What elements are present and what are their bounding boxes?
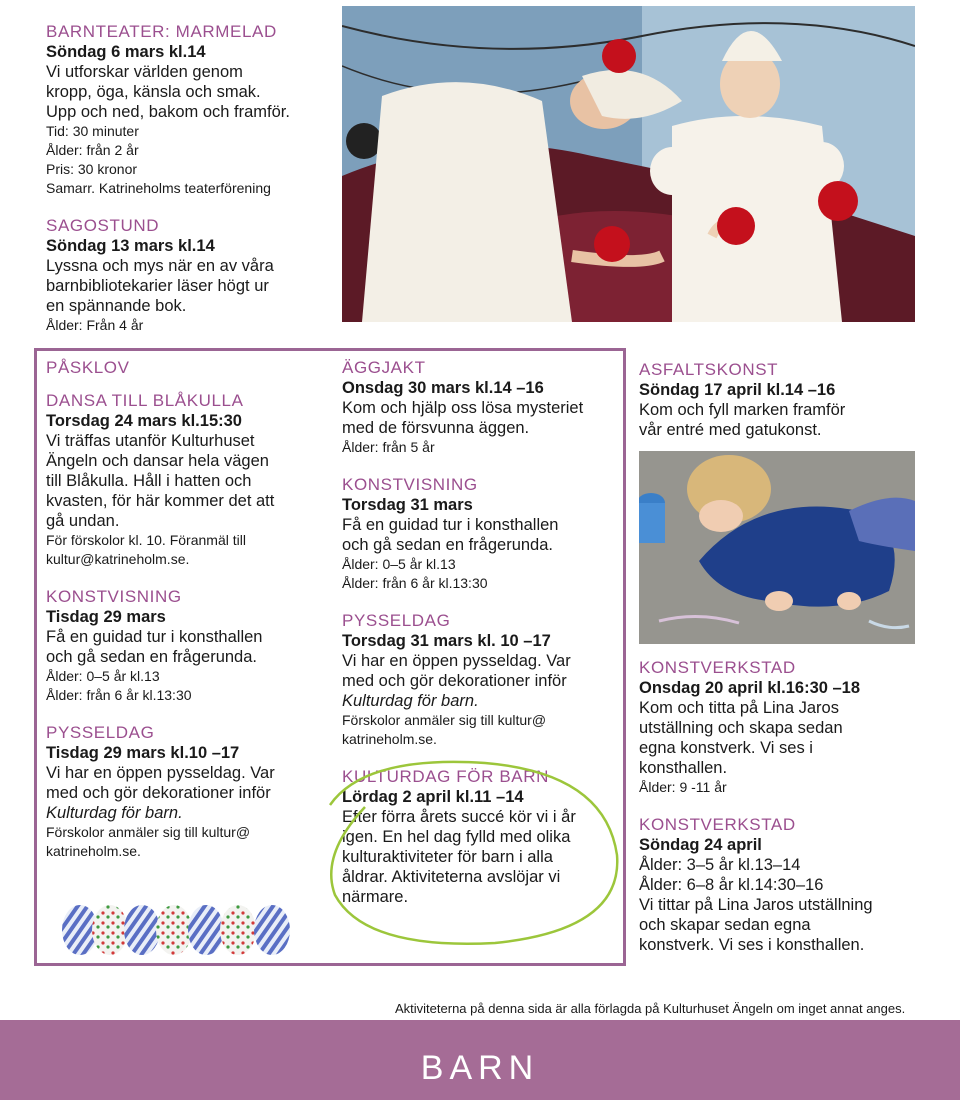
green-circle-highlight — [305, 745, 635, 955]
event-desc-line: gå undan. — [46, 512, 120, 530]
event-desc-line: utställning och skapa sedan — [639, 719, 843, 737]
event-title: KULTURDAG FÖR BARN — [342, 767, 549, 786]
event-pysseldag-torsdag — [342, 611, 622, 749]
event-desc-line: Lyssna och mys när en av våra — [46, 257, 274, 275]
event-date: Torsdag 31 mars kl. 10 –17 — [342, 632, 551, 650]
event-detail-line: Ålder: 0–5 år kl.13 — [46, 668, 160, 684]
event-detail-line: kultur@katrineholm.se. — [46, 551, 190, 567]
right-column — [639, 360, 919, 955]
event-desc-line: och skapar sedan egna — [639, 916, 811, 934]
event-desc-line: kvasten, för här kommer det att — [46, 492, 275, 510]
event-date: Tisdag 29 mars kl.10 –17 — [46, 744, 240, 762]
event-desc-line: och gå sedan en frågerunda. — [342, 536, 553, 554]
event-desc-line: Ålder: 6–8 år kl.14:30–16 — [639, 876, 824, 894]
event-desc-line: Vi har en öppen pysseldag. Var — [342, 652, 571, 670]
event-desc-line: Ängeln och dansar hela vägen — [46, 452, 269, 470]
section-title-easter: PÅSKLOV — [46, 358, 130, 377]
event-detail-line: katrineholm.se. — [342, 731, 437, 747]
event-title: PYSSELDAG — [342, 611, 451, 630]
event-desc-line: igen. En hel dag fylld med olika — [342, 828, 571, 846]
event-desc-line: Kulturdag för barn. — [46, 804, 183, 822]
event-detail-line: Ålder: från 5 år — [342, 439, 435, 455]
event-konstvisning-torsdag — [342, 475, 622, 593]
event-konstverkstad-onsdag — [639, 658, 919, 797]
event-desc-line: Efter förra årets succé kör vi i år — [342, 808, 576, 826]
event-desc-line: Vi har en öppen pysseldag. Var — [46, 764, 275, 782]
event-date: Onsdag 20 april kl.16:30 –18 — [639, 679, 861, 697]
event-desc-line: kulturaktiviteter för barn i alla — [342, 848, 553, 866]
event-detail-line: Samarr. Katrineholms teaterförening — [46, 180, 271, 196]
event-date: Torsdag 24 mars kl.15:30 — [46, 412, 242, 430]
theater-photo-illustration — [342, 6, 915, 322]
event-title: KONSTVISNING — [342, 475, 478, 494]
event-desc-line: till Blåkulla. Håll i hatten och — [46, 472, 252, 490]
footer-note: Aktiviteterna på denna sida är alla förlagda på Kulturhuset Ängeln om inget annat anges. — [395, 1001, 906, 1016]
event-barnteater — [46, 22, 336, 198]
event-desc-line: Få en guidad tur i konsthallen — [342, 516, 559, 534]
event-aggjakt — [342, 358, 622, 457]
event-desc-line: Kom och titta på Lina Jaros — [639, 699, 839, 717]
event-desc-line: kropp, öga, känsla och smak. — [46, 83, 261, 101]
event-detail-line: Ålder: 0–5 år kl.13 — [342, 556, 456, 572]
event-desc-line: med och gör dekorationer inför — [342, 672, 567, 690]
event-date: Söndag 24 april — [639, 836, 762, 854]
event-detail-line: Ålder: Från 4 år — [46, 317, 144, 333]
event-desc-line: åldrar. Aktiviteterna avslöjar vi — [342, 868, 561, 886]
event-desc-line: Ålder: 3–5 år kl.13–14 — [639, 856, 801, 874]
event-date: Söndag 6 mars kl.14 — [46, 43, 206, 61]
event-date: Söndag 13 mars kl.14 — [46, 237, 215, 255]
event-desc-line: Få en guidad tur i konsthallen — [46, 628, 263, 646]
theater-photo — [342, 6, 915, 322]
event-title: BARNTEATER: MARMELAD — [46, 22, 277, 41]
event-konstvisning-tisdag — [46, 587, 331, 705]
event-title: KONSTVERKSTAD — [639, 815, 796, 834]
event-detail-line: Pris: 30 kronor — [46, 161, 138, 177]
event-title: KONSTVERKSTAD — [639, 658, 796, 677]
event-desc-line: konstverk. Vi ses i konsthallen. — [639, 936, 865, 954]
easter-eggs-illustration — [60, 900, 300, 960]
event-detail-line: Förskolor anmäler sig till kultur@ — [46, 824, 251, 840]
event-sagostund — [46, 216, 336, 335]
event-date: Söndag 17 april kl.14 –16 — [639, 381, 836, 399]
left-top-events — [46, 22, 336, 335]
event-asfaltskonst — [639, 360, 919, 440]
event-date: Lördag 2 april kl.11 –14 — [342, 788, 524, 806]
section-label: BARN — [420, 1049, 540, 1087]
event-desc-line: barnbibliotekarier läser högt ur — [46, 277, 269, 295]
event-title: KONSTVISNING — [46, 587, 182, 606]
event-desc-line: med de försvunna äggen. — [342, 419, 530, 437]
event-detail-line: Tid: 30 minuter — [46, 123, 139, 139]
event-detail-line: För förskolor kl. 10. Föranmäl till — [46, 532, 246, 548]
event-detail-line: Ålder: 9 -11 år — [639, 779, 727, 795]
event-desc-line: Upp och ned, bakom och framför. — [46, 103, 290, 121]
event-desc-line: Vi träffas utanför Kulturhuset — [46, 432, 255, 450]
event-title: SAGOSTUND — [46, 216, 160, 235]
event-title: PYSSELDAG — [46, 723, 155, 742]
event-detail-line: Ålder: från 6 år kl.13:30 — [342, 575, 488, 591]
event-konstverkstad-sondag — [639, 815, 919, 955]
event-desc-line: Vi tittar på Lina Jaros utställning — [639, 896, 873, 914]
event-detail-line: Ålder: från 6 år kl.13:30 — [46, 687, 192, 703]
chalk-child-illustration — [639, 451, 915, 644]
event-desc-line: Kom och fyll marken framför — [639, 401, 846, 419]
event-desc-line: en spännande bok. — [46, 297, 187, 315]
event-date: Torsdag 31 mars — [342, 496, 473, 514]
event-desc-line: närmare. — [342, 888, 409, 906]
event-detail-line: Förskolor anmäler sig till kultur@ — [342, 712, 547, 728]
event-desc-line: och gå sedan en frågerunda. — [46, 648, 257, 666]
event-desc-line: egna konstverk. Vi ses i — [639, 739, 813, 757]
event-date: Onsdag 30 mars kl.14 –16 — [342, 379, 544, 397]
event-dansa — [46, 391, 331, 569]
event-title: DANSA TILL BLÅKULLA — [46, 391, 244, 410]
event-desc-line: konsthallen. — [639, 759, 728, 777]
event-desc-line: Vi utforskar världen genom — [46, 63, 243, 81]
easter-column-left — [46, 358, 331, 861]
event-title: ÄGGJAKT — [342, 358, 426, 377]
event-date: Tisdag 29 mars — [46, 608, 166, 626]
event-pysseldag-tisdag — [46, 723, 331, 861]
event-desc-line: vår entré med gatukonst. — [639, 421, 822, 439]
event-desc-line: med och gör dekorationer inför — [46, 784, 271, 802]
event-title: ASFALTSKONST — [639, 360, 779, 379]
event-detail-line: katrineholm.se. — [46, 843, 141, 859]
event-desc-line: Kom och hjälp oss lösa mysteriet — [342, 399, 584, 417]
event-detail-line: Ålder: från 2 år — [46, 142, 139, 158]
chalk-child-photo — [639, 451, 915, 644]
event-desc-line: Kulturdag för barn. — [342, 692, 479, 710]
